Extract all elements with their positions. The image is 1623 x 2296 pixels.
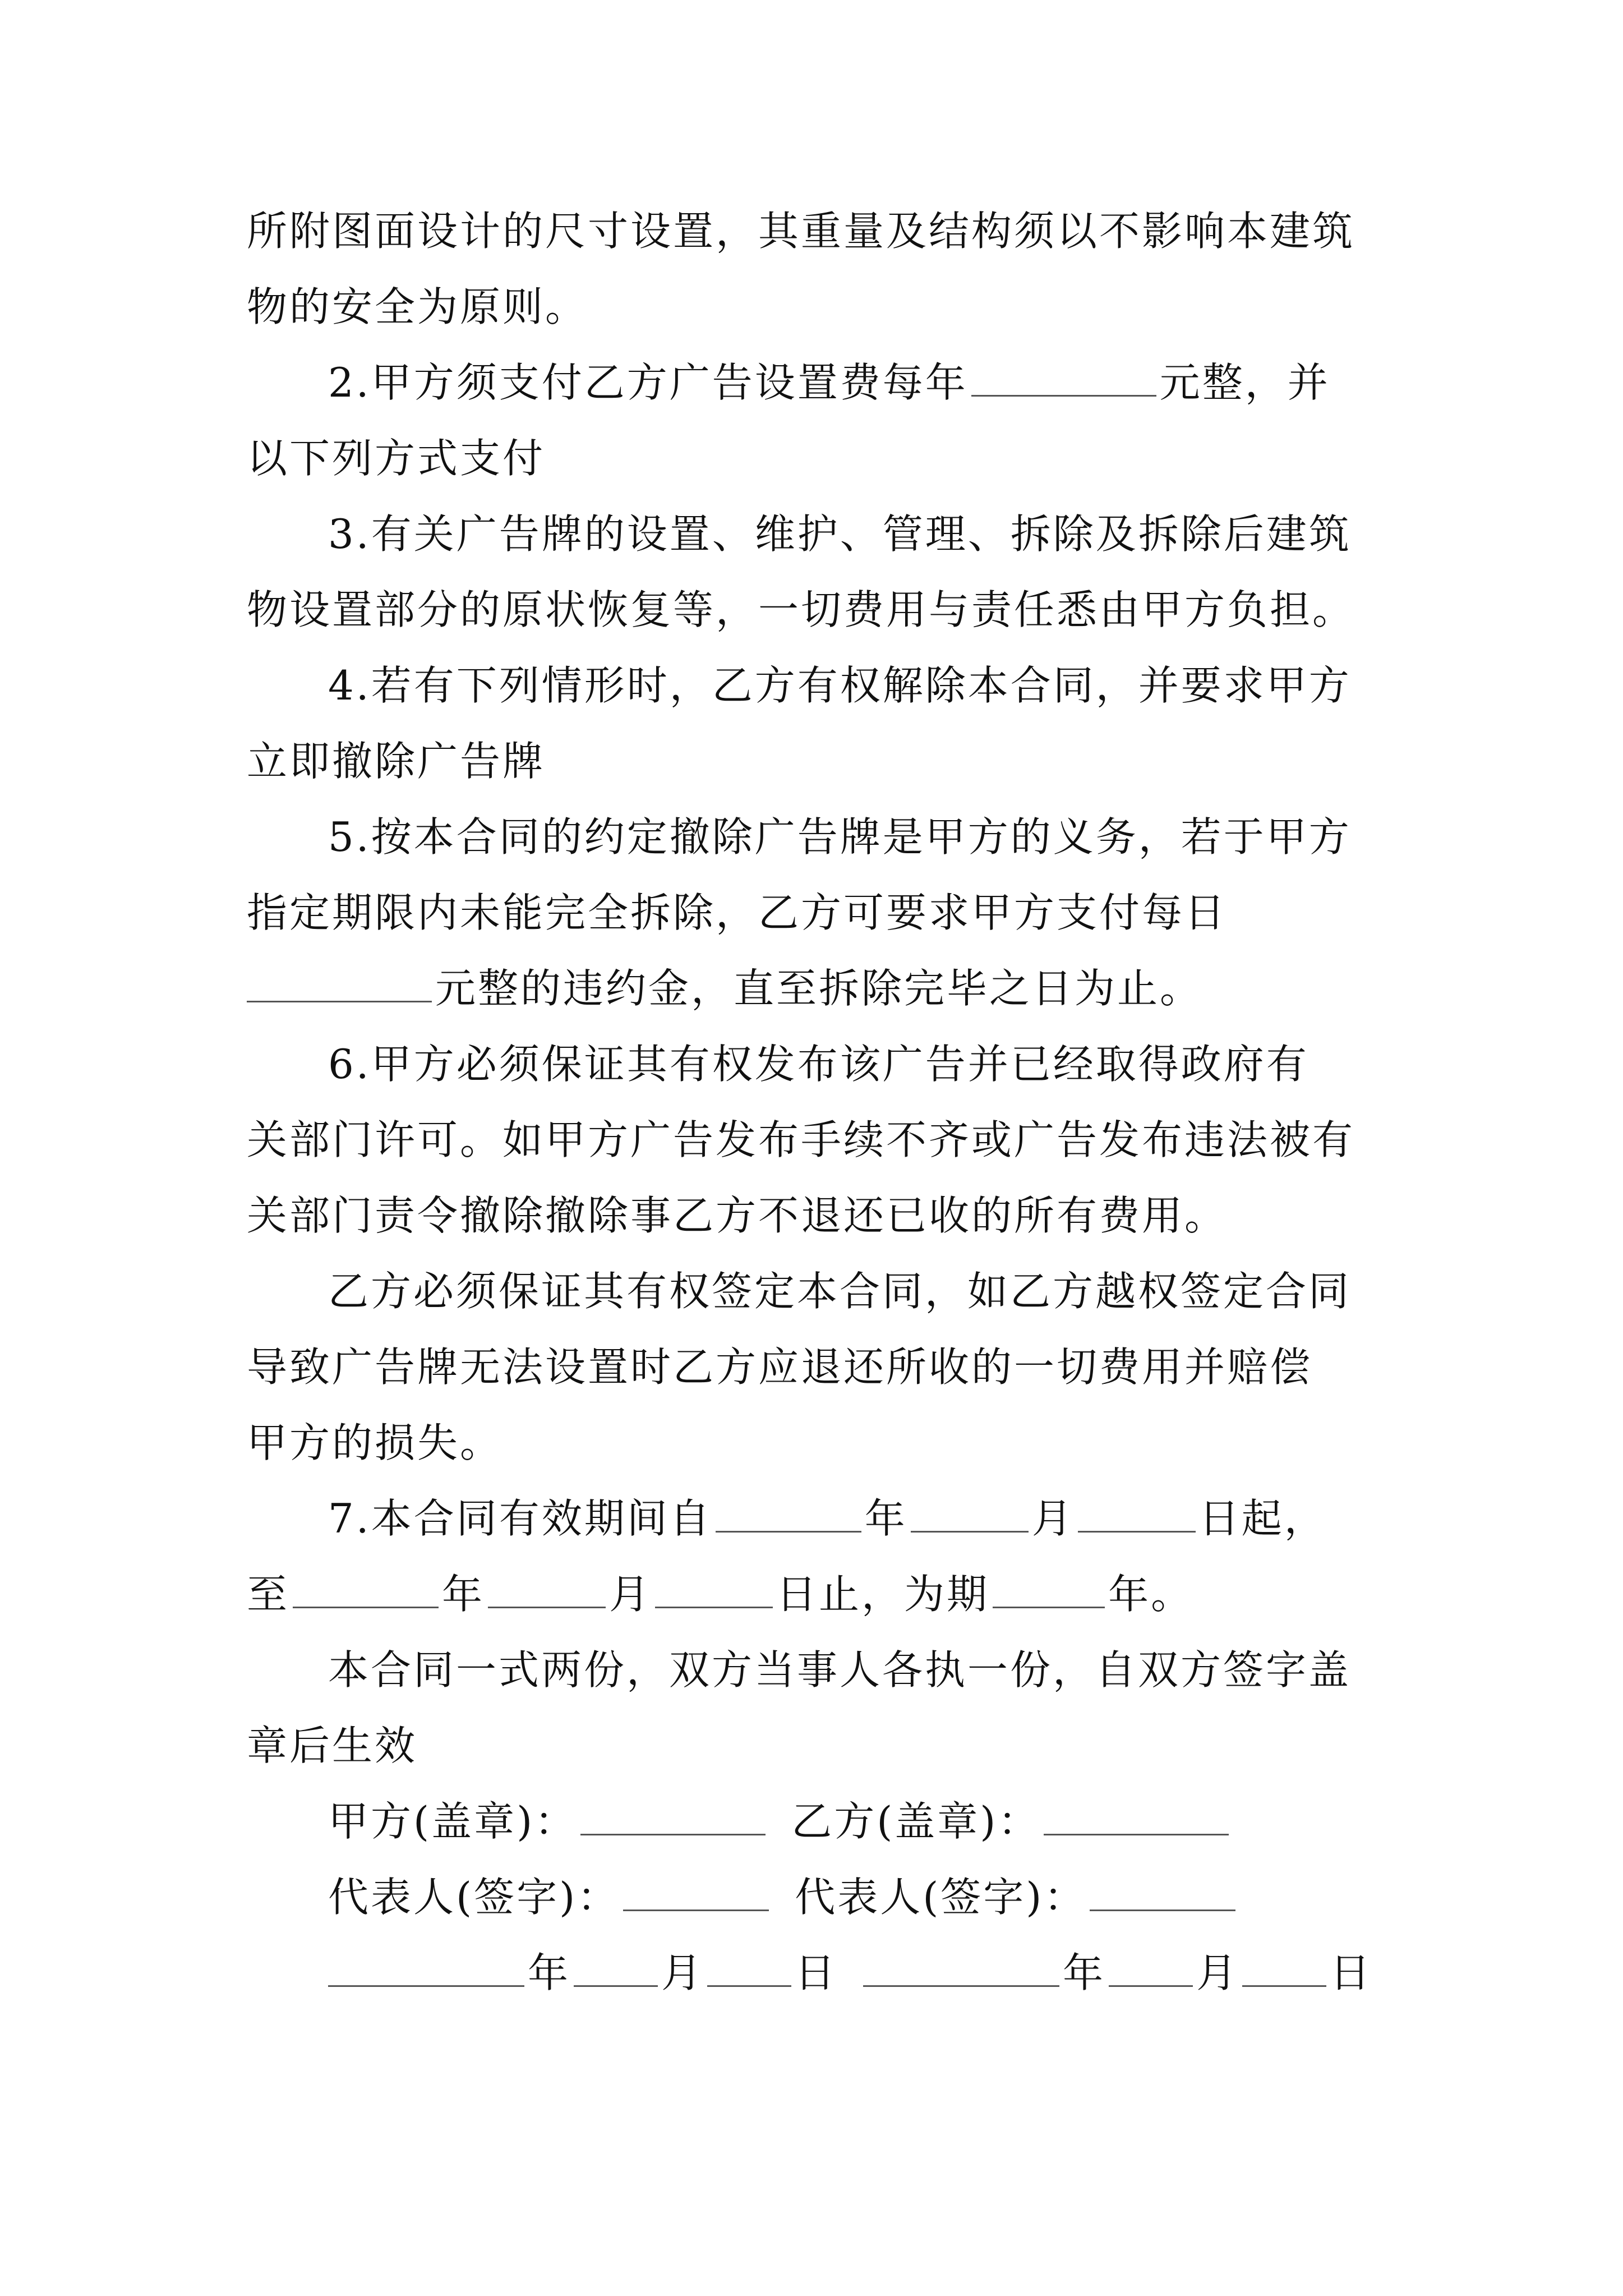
party-b-seal-blank (1044, 1799, 1229, 1835)
day-label: 日 (795, 1949, 838, 1996)
penalty-blank (247, 966, 432, 1002)
clause-2-text-end: 元整，并 (1159, 359, 1330, 406)
clause-7-text: 7.本合同有效期间自 (328, 1495, 712, 1542)
month-label: 月 (1196, 1949, 1239, 1996)
text-line: 以下列方式支付 (247, 435, 546, 482)
rep-b-blank (1090, 1875, 1235, 1911)
year-label: 年 (864, 1495, 907, 1542)
clause-4-line: 4.若有下列情形时，乙方有权解除本合同，并要求甲方 (328, 662, 1352, 709)
clause-7-line (328, 1490, 1327, 1547)
term-years-blank (993, 1572, 1105, 1608)
text-line: 所附图面设计的尺寸设置，其重量及结构须以不影响本建筑 (247, 208, 1355, 255)
penalty-line (247, 960, 1202, 1016)
seal-line (328, 1793, 1232, 1849)
month-label: 月 (609, 1571, 652, 1618)
fee-blank (971, 360, 1156, 397)
start-year-blank (716, 1496, 861, 1533)
date-b-day-blank (1242, 1950, 1326, 1987)
month-label: 月 (661, 1949, 704, 1996)
date-b-month-blank (1109, 1950, 1193, 1987)
rep-a-label: 代表人(签字)： (328, 1874, 620, 1921)
year-label: 年 (528, 1949, 571, 1996)
clause-2-text: 2.甲方须支付乙方广告设置费每年 (328, 359, 968, 406)
day-label: 日起， (1198, 1495, 1327, 1542)
party-a-seal-blank (580, 1799, 766, 1835)
penalty-text: 元整的违约金，直至拆除完毕之日为止。 (435, 965, 1203, 1012)
clause-2-line (328, 355, 1330, 411)
term-label: 日止，为期 (776, 1571, 990, 1618)
end-date-line (247, 1566, 1193, 1622)
month-label: 月 (1031, 1495, 1075, 1542)
date-b-year-blank (863, 1950, 1059, 1987)
text-line: 甲方的损失。 (247, 1419, 503, 1466)
text-line: 物的安全为原则。 (247, 283, 588, 330)
sign-date-line (328, 1945, 1372, 2001)
text-line: 物设置部分的原状恢复等，一切费用与责任悉由甲方负担。 (247, 586, 1355, 633)
rep-b-label: 代表人(签字)： (795, 1874, 1087, 1921)
year-label: 年 (1063, 1949, 1106, 1996)
year-end-label: 年。 (1108, 1571, 1194, 1618)
end-year-blank (293, 1572, 439, 1608)
clause-5-line: 5.按本合同的约定撤除广告牌是甲方的义务，若于甲方 (328, 813, 1352, 861)
text-line: 章后生效 (247, 1722, 418, 1769)
text-line: 指定期限内未能完全拆除，乙方可要求甲方支付每日 (247, 889, 1228, 936)
date-a-month-blank (574, 1950, 658, 1987)
date-a-year-blank (328, 1950, 524, 1987)
party-a-seal-label: 甲方(盖章)： (328, 1798, 578, 1845)
party-b-seal-label: 乙方(盖章)： (791, 1798, 1041, 1845)
text-line: 关部门责令撤除撤除事乙方不退还已收的所有费用。 (247, 1192, 1228, 1239)
rep-a-blank (623, 1875, 769, 1911)
start-month-blank (911, 1496, 1029, 1533)
clause-3-line: 3.有关广告牌的设置、维护、管理、拆除及拆除后建筑 (328, 510, 1352, 558)
text-line: 立即撤除广告牌 (247, 738, 546, 785)
party-b-warrant-line: 乙方必须保证其有权签定本合同，如乙方越权签定合同 (328, 1268, 1352, 1315)
start-day-blank (1078, 1496, 1196, 1533)
end-month-blank (488, 1572, 606, 1608)
year-label: 年 (442, 1571, 485, 1618)
date-a-day-blank (707, 1950, 791, 1987)
text-line: 导致广告牌无法设置时乙方应退还所收的一切费用并赔偿 (247, 1343, 1313, 1391)
day-label: 日 (1330, 1949, 1373, 1996)
text-line: 关部门许可。如甲方广告发布手续不齐或广告发布违法被有 (247, 1116, 1355, 1163)
to-label: 至 (247, 1571, 290, 1618)
clause-6-line: 6.甲方必须保证其有权发布该广告并已经取得政府有 (328, 1041, 1309, 1088)
representative-line (328, 1869, 1239, 1925)
end-day-blank (655, 1572, 773, 1608)
copies-line: 本合同一式两份，双方当事人各执一份，自双方签字盖 (328, 1646, 1352, 1694)
